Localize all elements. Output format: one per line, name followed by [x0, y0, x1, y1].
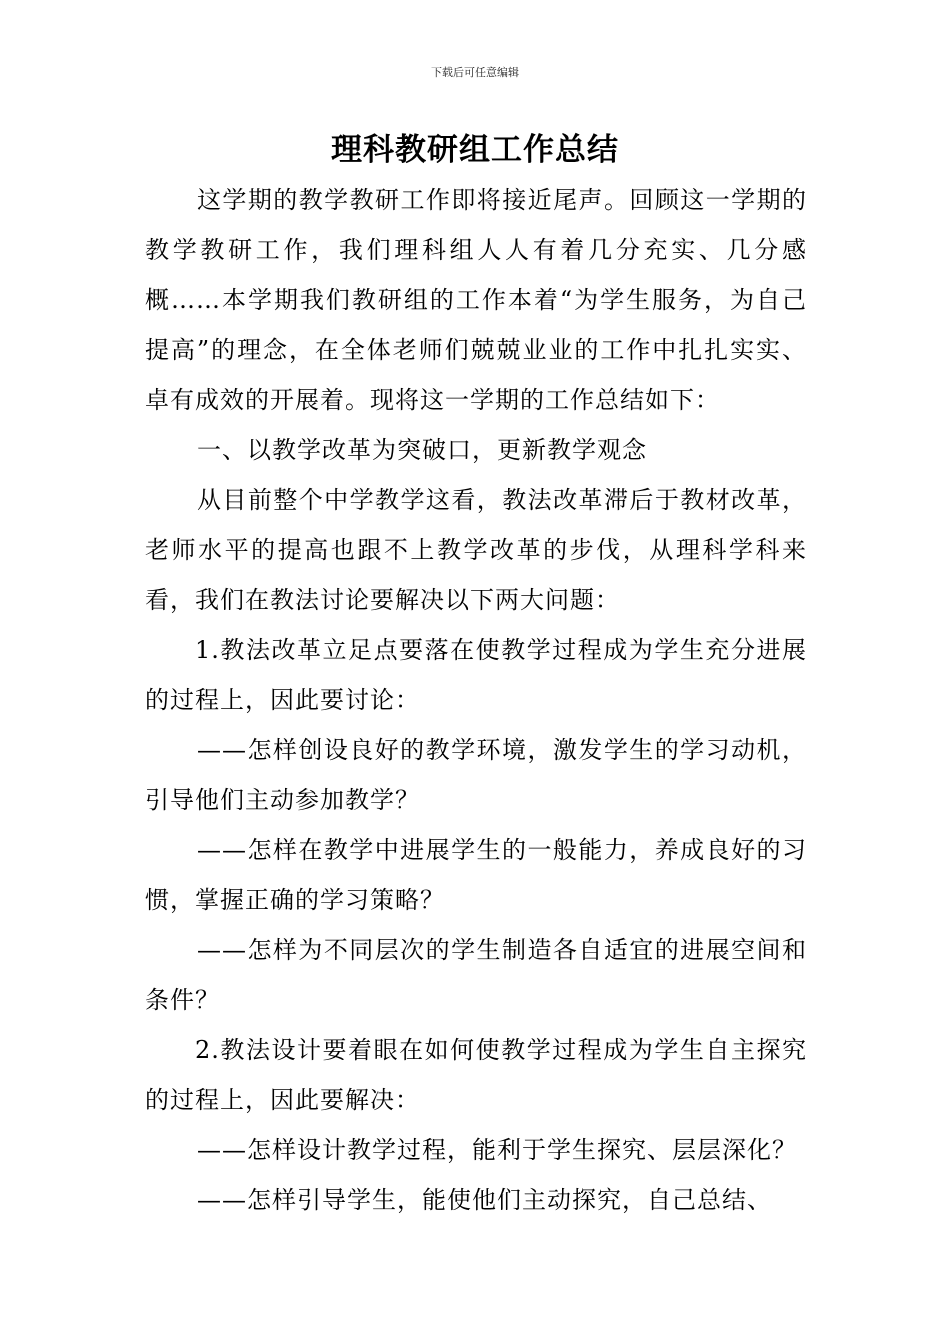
paragraph-question-1: ——怎样创设良好的教学环境，激发学生的学习动机，引导他们主动参加教学？ — [145, 736, 807, 814]
paragraph-item-2: 2.教法设计要着眼在如何使教学过程成为学生自主探究的过程上，因此要解决： — [145, 1036, 807, 1114]
document-body — [145, 175, 807, 1225]
paragraph-question-5: ——怎样引导学生，能使他们主动探究，自己总结、 — [197, 1186, 772, 1214]
paragraph-background: 从目前整个中学教学这看，教法改革滞后于教材改革，老师水平的提高也跟不上教学改革的步伐，从理科学科来看，我们在教法讨论要解决以下两大问题： — [145, 486, 807, 614]
paragraph-question-2: ——怎样在教学中进展学生的一般能力，养成良好的习惯，掌握正确的学习策略？ — [145, 836, 807, 914]
paragraph-question-4: ——怎样设计教学过程，能利于学生探究、层层深化？ — [197, 1136, 797, 1164]
paragraph-intro: 这学期的教学教研工作即将接近尾声。回顾这一学期的教学教研工作，我们理科组人人有着几分充实、几分感概……本学期我们教研组的工作本着“为学生服务，为自己提高”的理念，在全体老师们兢兢业业的工作中扎扎实实、卓有成效的开展着。现将这一学期的工作总结如下： — [145, 186, 807, 414]
page-title: 理科教研组工作总结 — [331, 132, 619, 168]
paragraph-item-1: 1.教法改革立足点要落在使教学过程成为学生充分进展的过程上，因此要讨论： — [145, 636, 807, 714]
section-heading-1: 一、以教学改革为突破口，更新教学观念 — [197, 436, 647, 464]
paragraph-question-3: ——怎样为不同层次的学生制造各自适宜的进展空间和条件？ — [145, 936, 807, 1014]
header-note: 下载后可任意编辑 — [431, 66, 519, 79]
